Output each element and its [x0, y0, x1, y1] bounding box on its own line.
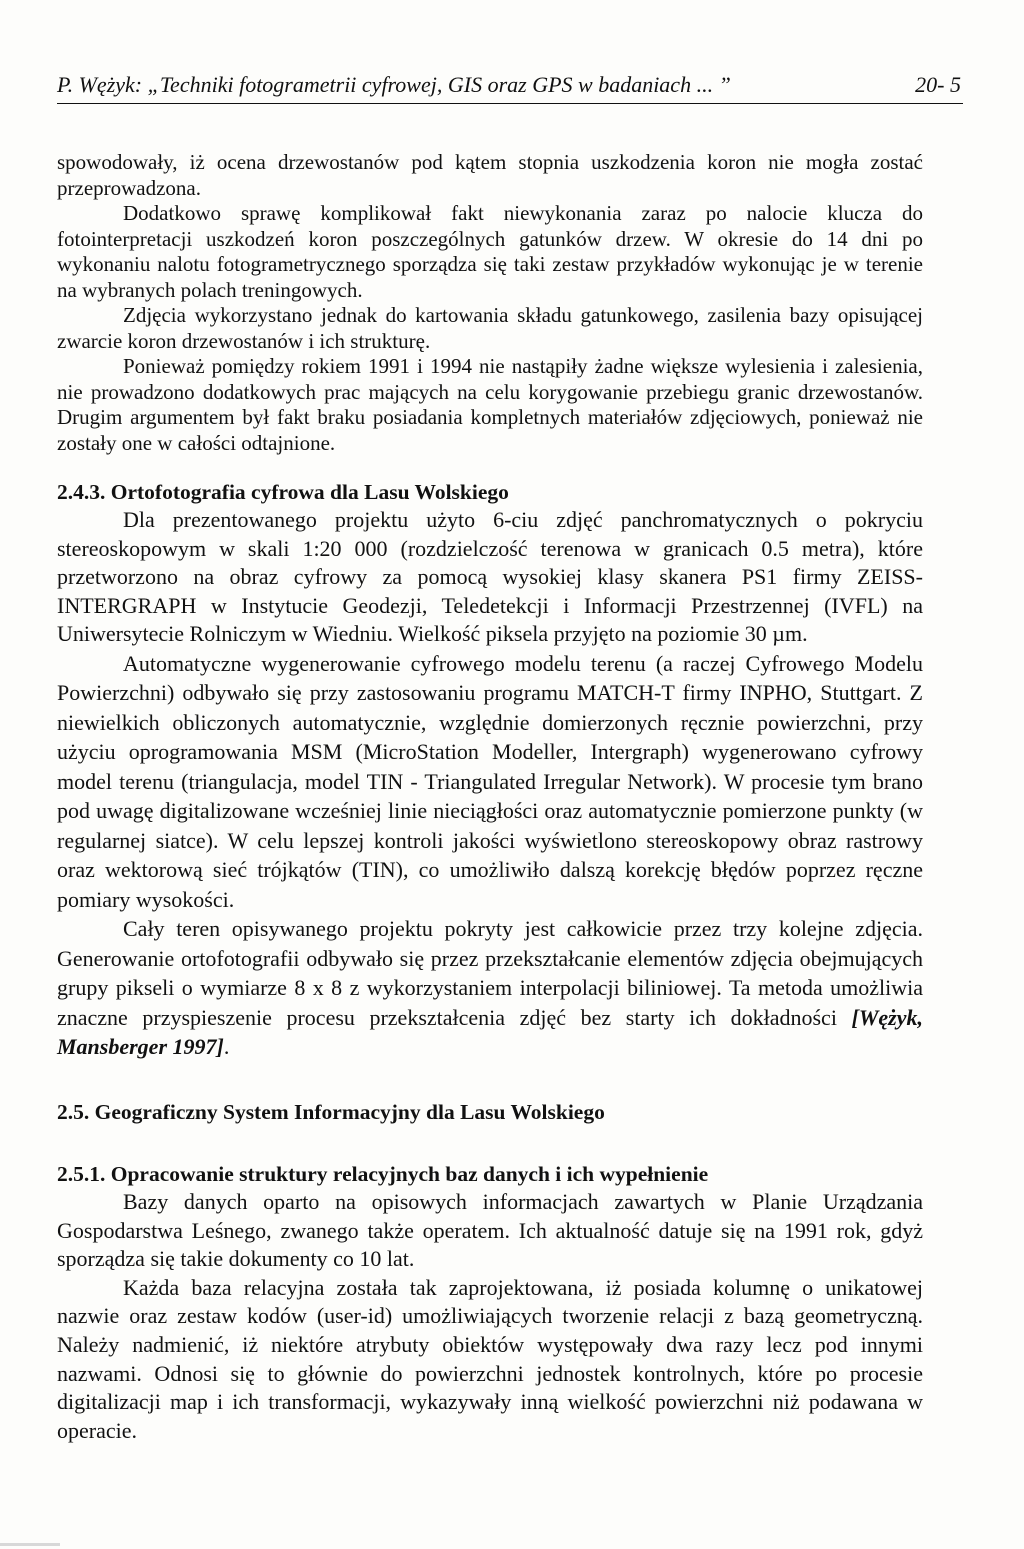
running-title: P. Wężyk: „Techniki fotogrametrii cyfrowej, GIS oraz GPS w badaniach ... ” — [57, 72, 731, 97]
spacer — [57, 456, 923, 478]
paragraph: Ponieważ pomiędzy rokiem 1991 i 1994 nie nastąpiły żadne większe wylesienia i zalesienia, nie prowadzono dodatkowych prac mających na celu korygowanie przebiegu granic drzewostanów. Drugim argumentem był fakt braku posiadania kompletnych materiałów zdjęciowych, ponieważ nie zostały one w całości odtajnione. — [57, 354, 923, 455]
spacer — [57, 1126, 923, 1160]
paragraph — [57, 914, 923, 1062]
citation: [Wężyk, Mansberger 1997] — [57, 1004, 923, 1060]
paragraph-text: Cały teren opisywanego projektu pokryty jest całkowicie przez trzy kolejne zdjęcia. Generowanie ortofotografii odbywało się przez przekształcanie elementów zdjęcia obejmujących grupy pikseli o wymiarze 8 x 8 z wykorzystaniem interpolacji biliniowej. Ta metoda umożliwia znaczne przyspieszenie procesu przekształcenia zdjęć bez starty ich dokładności — [57, 916, 923, 1030]
page-number: 20- 5 — [915, 72, 961, 97]
section-heading-2-5-1: 2.5.1. Opracowanie struktury relacyjnych baz danych i ich wypełnienie — [57, 1161, 709, 1186]
section-heading-2-5: 2.5. Geograficzny System Informacyjny dla Lasu Wolskiego — [57, 1099, 605, 1124]
paragraph: Dla prezentowanego projektu użyto 6-ciu zdjęć panchromatycznych o pokryciu stereoskopowym w skali 1:20 000 (rozdzielczość terenowa w granicach 0.5 metra), które przetworzono na obraz cyfrowy za pomocą wysokiej klasy skanera PS1 firmy ZEISS-INTERGRAPH w Instytucie Geodezji, Teledetekcji i Informacji Przestrzennej (IVFL) na Uniwersytecie Rolniczym w Wiedniu. Wielkość piksela przyjęto na poziomie 30 µm. — [57, 507, 923, 647]
page-body — [57, 150, 923, 1445]
paragraph: Każda baza relacyjna została tak zaprojektowana, iż posiada kolumnę o unikatowej nazwie oraz zestaw kodów (user-id) umożliwiających tworzenie relacji z bazą geometryczną. Należy nadmienić, iż niektóre atrybuty obiektów występowały dwa razy lecz pod innymi nazwami. Odnosi się to głównie do powierzchni jednostek kontrolnych, które po procesie digitalizacji map i ich transformacji, wykazywały inną wielkość powierzchni niż podawana w operacie. — [57, 1274, 923, 1443]
paragraph-end: . — [223, 1034, 230, 1060]
paragraph: Automatyczne wygenerowanie cyfrowego modelu terenu (a raczej Cyfrowego Modelu Powierzchni) odbywało się przy zastosowaniu programu MATCH-T firmy INPHO, Stuttgart. Z niewielkich obliczonych automatycznie, względnie domierzonych ręcznie powierzchni, przy użyciu oprogramowania MSM (MicroStation Modeller, Intergraph) wygenerowano cyfrowy model terenu (triangulacja, model TIN - Triangulated Irregular Network). W procesie tym brano pod uwagę digitalizowane wcześniej linie nieciągłości oraz automatycznie pomierzone punkty (w regularnej siatce). W celu lepszej kontroli jakości wyświetlono stereoskopowy obraz rastrowy oraz wektorową sieć trójkątów (TIN), co umożliwiło dalszą korekcję błędów poprzez ręczne pomiary wysokości. — [57, 650, 923, 912]
paragraph: Zdjęcia wykorzystano jednak do kartowania składu gatunkowego, zasilenia bazy opisującej zwarcie koron drzewostanów i ich strukturę. — [57, 303, 923, 353]
running-header — [57, 70, 963, 104]
paragraph: spowodowały, iż ocena drzewostanów pod kątem stopnia uszkodzenia koron nie mogła zostać przeprowadzona. — [57, 150, 923, 200]
paragraph: Dodatkowo sprawę komplikował fakt niewykonania zaraz po nalocie klucza do fotointerpretacji uszkodzeń koron poszczególnych gatunków drzew. W okresie do 14 dni po wykonaniu nalotu fotogrametrycznego sporządza się taki zestaw przykładów wykonując je w terenie na wybranych polach treningowych. — [57, 201, 923, 302]
paragraph: Bazy danych oparto na opisowych informacjach zawartych w Planie Urządzania Gospodarstwa Leśnego, zwanego także operatem. Ich aktualność datuje się na 1991 rok, gdyż sporządza się takie dokumenty co 10 lat. — [57, 1188, 923, 1272]
spacer — [57, 1062, 923, 1098]
scan-edge-mark — [0, 1543, 60, 1546]
section-heading-2-4-3: 2.4.3. Ortofotografia cyfrowa dla Lasu Wolskiego — [57, 480, 509, 504]
